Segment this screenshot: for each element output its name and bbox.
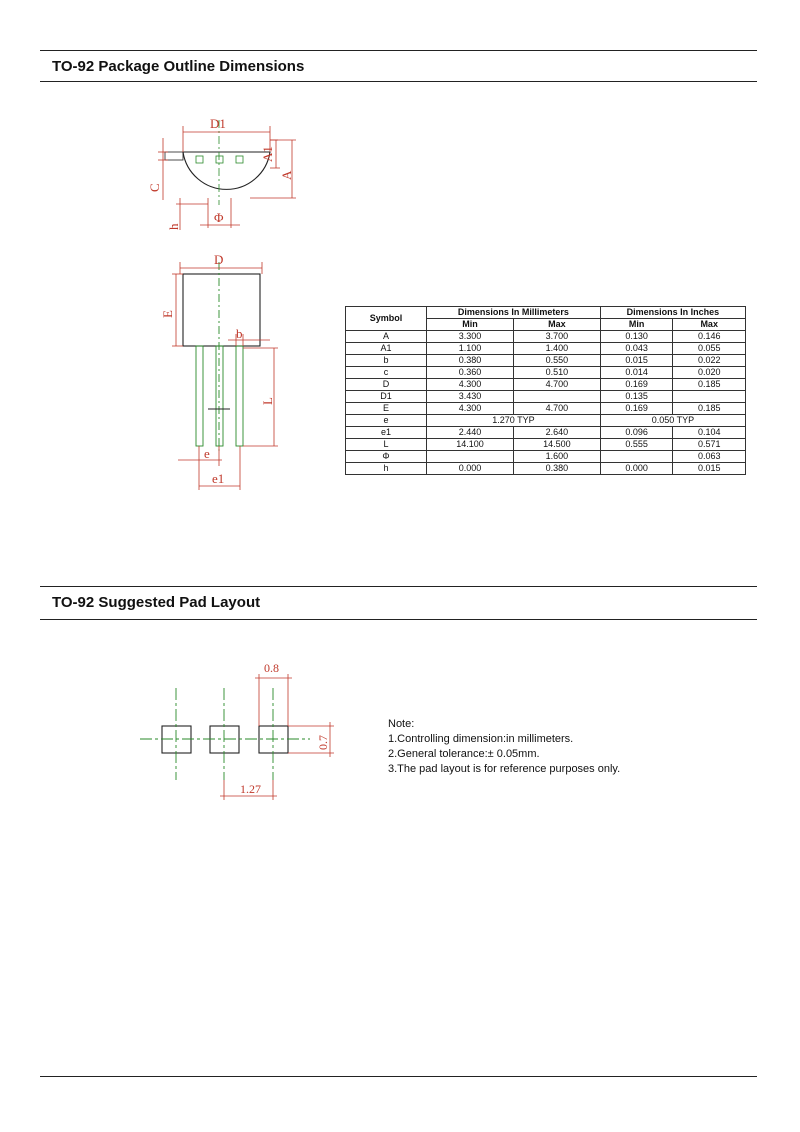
label-e1: e1 bbox=[212, 471, 225, 486]
symbol-header: Symbol bbox=[346, 307, 427, 331]
table-row: e 1.270 TYP 0.050 TYP bbox=[346, 415, 746, 427]
label-e: e bbox=[204, 446, 210, 461]
notes-heading: Note: bbox=[388, 718, 415, 730]
label-E: E bbox=[160, 310, 175, 318]
table-row: A 3.300 3.700 0.130 0.146 bbox=[346, 331, 746, 343]
pad-section-title: TO-92 Suggested Pad Layout bbox=[52, 594, 261, 611]
pad-width-label: 0.8 bbox=[264, 661, 279, 675]
table-row: D 4.300 4.700 0.169 0.185 bbox=[346, 379, 746, 391]
label-h: h bbox=[166, 223, 181, 230]
label-C: C bbox=[147, 183, 162, 192]
dimensions-table bbox=[345, 306, 746, 475]
label-D1: D1 bbox=[210, 116, 226, 131]
table-row: c 0.360 0.510 0.014 0.020 bbox=[346, 367, 746, 379]
inch-header: Dimensions In Inches bbox=[600, 307, 745, 319]
label-phi: Φ bbox=[214, 210, 224, 225]
table-row: e1 2.440 2.640 0.096 0.104 bbox=[346, 427, 746, 439]
label-A1: A1 bbox=[260, 146, 275, 162]
table-row: Φ 1.600 0.063 bbox=[346, 451, 746, 463]
label-L: L bbox=[260, 397, 275, 405]
in-max-header: Max bbox=[673, 319, 746, 331]
table-row: A1 1.100 1.400 0.043 0.055 bbox=[346, 343, 746, 355]
pad-layout-drawing bbox=[140, 674, 334, 800]
label-D: D bbox=[214, 252, 224, 267]
front-view-drawing bbox=[172, 262, 278, 490]
table-row: L 14.100 14.500 0.555 0.571 bbox=[346, 439, 746, 451]
outline-section-title: TO-92 Package Outline Dimensions bbox=[52, 58, 305, 75]
pad-pitch-label: 1.27 bbox=[240, 782, 261, 796]
table-row: E 4.300 4.700 0.169 0.185 bbox=[346, 403, 746, 415]
top-view-drawing bbox=[158, 120, 296, 230]
mm-max-header: Max bbox=[513, 319, 600, 331]
mm-min-header: Min bbox=[427, 319, 514, 331]
pad-layout-notes bbox=[388, 717, 620, 777]
note-item: 2.General tolerance:± 0.05mm. bbox=[388, 748, 540, 760]
pad-height-label: 0.7 bbox=[316, 735, 330, 750]
table-row: h 0.000 0.380 0.000 0.015 bbox=[346, 463, 746, 475]
table-row: b 0.380 0.550 0.015 0.022 bbox=[346, 355, 746, 367]
label-b: b bbox=[236, 326, 243, 341]
table-row: D1 3.430 0.135 bbox=[346, 391, 746, 403]
note-item: 1.Controlling dimension:in millimeters. bbox=[388, 733, 574, 745]
label-A: A bbox=[279, 170, 294, 180]
in-min-header: Min bbox=[600, 319, 673, 331]
note-item: 3.The pad layout is for reference purposes only. bbox=[388, 763, 621, 775]
mm-header: Dimensions In Millimeters bbox=[427, 307, 601, 319]
